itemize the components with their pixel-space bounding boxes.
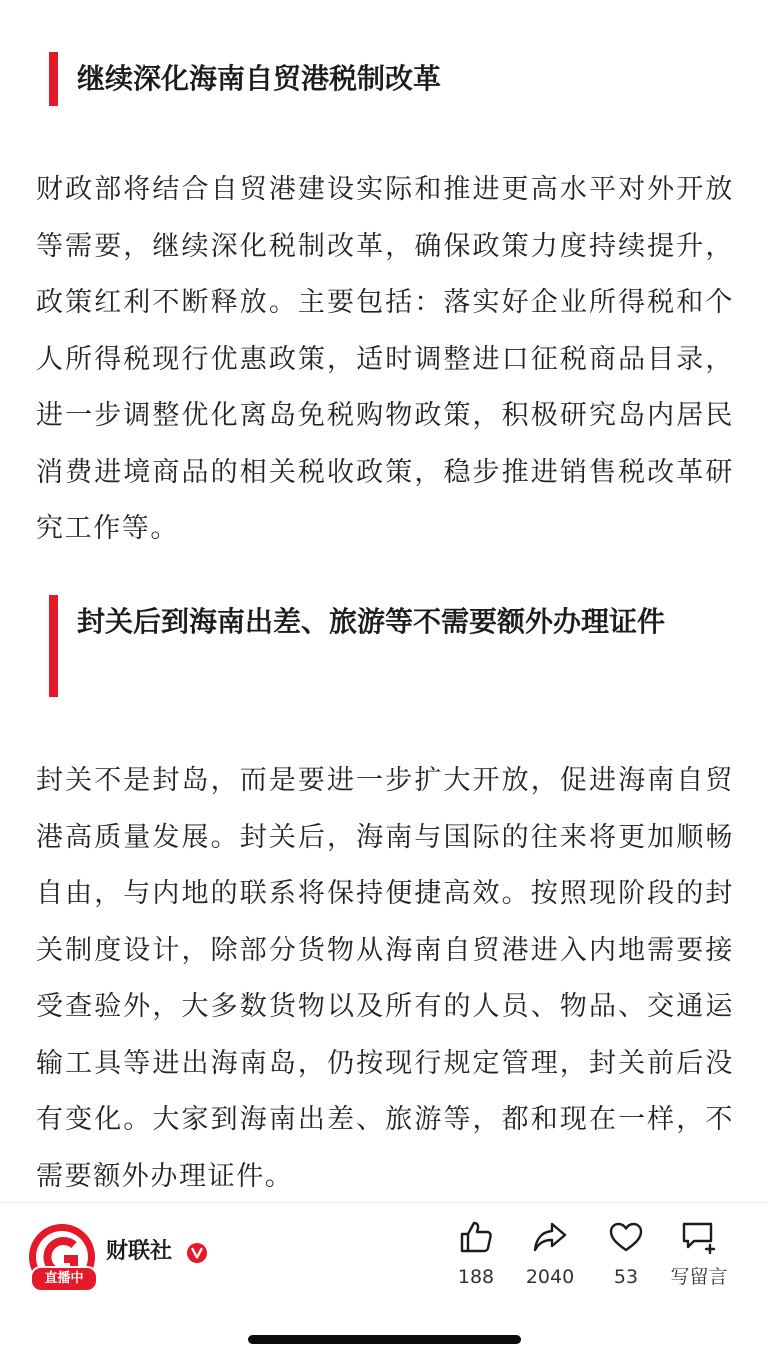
bottom-action-bar bbox=[0, 1203, 768, 1313]
section-paragraph: 封关不是封岛，而是要进一步扩大开放，促进海南自贸港高质量发展。封关后，海南与国际的往来将更加顺畅自由，与内地的联系将保持便捷高效。按照现阶段的封关制度设计，除部分货物从海南自贸港进入内地需要接受查验外，大多数货物以及所有的人员、物品、交通运输工具等进出海南岛，仍按现行规定管理，封关前后没有变化。大家到海南出差、旅游等，都和现在一样，不需要额外办理证件。 bbox=[36, 765, 734, 1192]
section-heading bbox=[49, 595, 719, 697]
section-title: 继续深化海南自贸港税制改革 bbox=[77, 62, 442, 95]
like-count: 188 bbox=[457, 1266, 495, 1288]
heading-accent-bar bbox=[49, 52, 58, 106]
home-indicator[interactable] bbox=[248, 1335, 521, 1344]
verified-icon bbox=[187, 1243, 207, 1263]
write-comment-button[interactable] bbox=[664, 1219, 734, 1299]
share-count: 2040 bbox=[525, 1266, 575, 1288]
like-button[interactable] bbox=[441, 1219, 511, 1299]
section-paragraph: 财政部将结合自贸港建设实际和推进更高水平对外开放等需要，继续深化税制改革，确保政策力度持续提升，政策红利不断释放。主要包括：落实好企业所得税和个人所得税现行优惠政策，适时调整进口征税商品目录，进一步调整优化离岛免税购物政策，积极研究岛内居民消费进境商品的相关税收政策，稳步推进销售税改革研究工作等。 bbox=[36, 174, 734, 544]
favorite-button[interactable] bbox=[591, 1219, 661, 1299]
write-comment-label: 写留言 bbox=[670, 1266, 728, 1288]
favorite-count: 53 bbox=[613, 1266, 639, 1288]
share-icon bbox=[532, 1219, 568, 1255]
heart-icon bbox=[608, 1219, 644, 1255]
section-heading bbox=[49, 52, 719, 106]
share-button[interactable] bbox=[515, 1219, 585, 1299]
comment-add-icon bbox=[680, 1219, 718, 1255]
thumbs-up-icon bbox=[458, 1219, 494, 1255]
live-badge[interactable]: 直播中 bbox=[30, 1266, 98, 1292]
source-name[interactable]: 财联社 bbox=[106, 1239, 173, 1264]
section-title: 封关后到海南出差、旅游等不需要额外办理证件 bbox=[77, 605, 666, 638]
heading-accent-bar bbox=[49, 595, 58, 697]
